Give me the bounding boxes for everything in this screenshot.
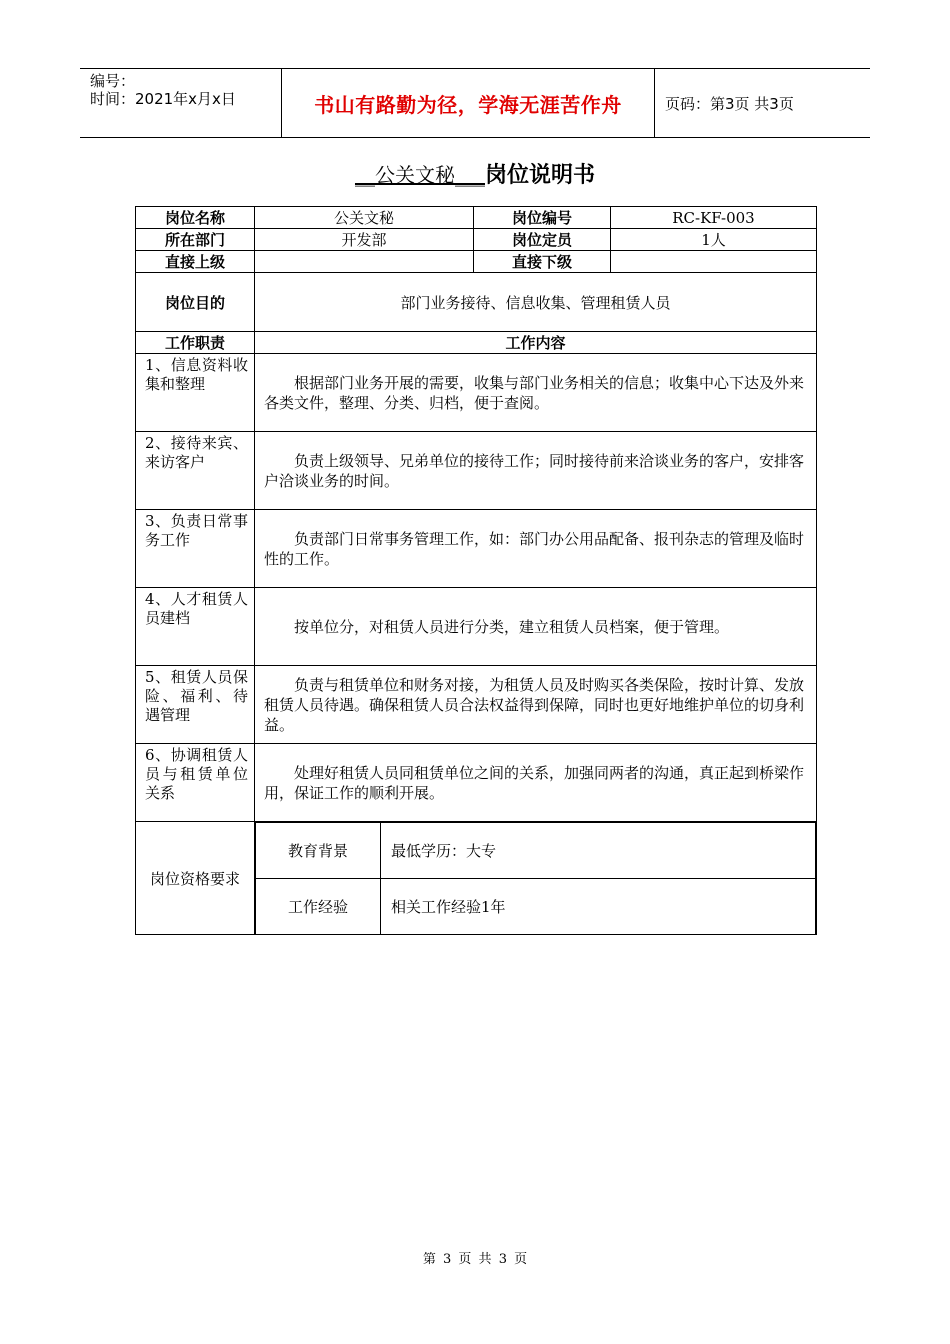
superior-value xyxy=(255,251,474,273)
table-row xyxy=(136,207,817,229)
requirement-key: 教育背景 xyxy=(256,823,381,879)
duty-row xyxy=(136,744,817,822)
duty-title: 5、租赁人员保险、福利、待遇管理 xyxy=(136,666,255,744)
page-footer: 第 3 页 共 3 页 xyxy=(422,1252,528,1267)
table-row xyxy=(136,229,817,251)
job-description-table xyxy=(135,206,817,935)
duty-column-header: 工作职责 xyxy=(136,332,255,354)
requirement-row xyxy=(256,823,816,879)
headcount-value: 1人 xyxy=(611,229,817,251)
table-row xyxy=(136,273,817,332)
position-name-label: 岗位名称 xyxy=(136,207,255,229)
requirement-value: 相关工作经验1年 xyxy=(381,879,816,934)
content-column-header: 工作内容 xyxy=(255,332,817,354)
header-meta xyxy=(90,72,280,108)
duty-title: 6、协调租赁人员与租赁单位关系 xyxy=(136,744,255,822)
duty-row xyxy=(136,588,817,666)
purpose-label: 岗位目的 xyxy=(136,273,255,332)
document-header xyxy=(80,68,870,138)
duty-content: 负责与租赁单位和财务对接，为租赁人员及时购买各类保险，按时计算、发放租赁人员待遇。确保租赁人员合法权益得到保障，同时也更好地维护单位的切身利益。 xyxy=(255,666,817,744)
document-number-label: 编号： xyxy=(90,72,136,90)
requirements-label: 岗位资格要求 xyxy=(136,822,255,935)
requirements-row xyxy=(136,822,817,935)
position-name-value: 公关文秘 xyxy=(255,207,474,229)
table-row xyxy=(136,332,817,354)
duty-content: 按单位分，对租赁人员进行分类，建立租赁人员档案，便于管理。 xyxy=(255,588,817,666)
headcount-label: 岗位定员 xyxy=(474,229,611,251)
header-page-info: 页码：第3页 共3页 xyxy=(665,94,794,113)
duty-content: 处理好租赁人员同租赁单位之间的关系，加强同两者的沟通，真正起到桥梁作用，保证工作的顺利开展。 xyxy=(255,744,817,822)
duty-row xyxy=(136,354,817,432)
title-main: 岗位说明书 xyxy=(484,163,595,188)
department-label: 所在部门 xyxy=(136,229,255,251)
requirements-table xyxy=(255,822,816,934)
requirement-value: 最低学历：大专 xyxy=(381,823,816,879)
duty-title: 2、接待来宾、来访客户 xyxy=(136,432,255,510)
subordinate-label: 直接下级 xyxy=(474,251,611,273)
position-code-label: 岗位编号 xyxy=(474,207,611,229)
requirements-cell xyxy=(255,822,817,935)
document-date: 时间：2021年x月x日 xyxy=(90,90,236,108)
duty-row xyxy=(136,510,817,588)
page-title xyxy=(0,158,950,189)
header-motto-cell xyxy=(281,69,655,137)
table-row xyxy=(136,251,817,273)
duty-content: 负责部门日常事务管理工作，如：部门办公用品配备、报刊杂志的管理及临时性的工作。 xyxy=(255,510,817,588)
duty-title: 4、人才租赁人员建档 xyxy=(136,588,255,666)
department-value: 开发部 xyxy=(255,229,474,251)
title-position: __公关文秘___ xyxy=(354,163,485,187)
duty-row xyxy=(136,666,817,744)
duty-title: 3、负责日常事务工作 xyxy=(136,510,255,588)
requirement-row xyxy=(256,879,816,934)
position-code-value: RC-KF-003 xyxy=(611,207,817,229)
subordinate-value xyxy=(611,251,817,273)
header-motto: 书山有路勤为径，学海无涯苦作舟 xyxy=(314,92,622,117)
duty-content: 根据部门业务开展的需要，收集与部门业务相关的信息；收集中心下达及外来各类文件，整理、分类、归档，便于查阅。 xyxy=(255,354,817,432)
requirement-key: 工作经验 xyxy=(256,879,381,934)
purpose-value: 部门业务接待、信息收集、管理租赁人员 xyxy=(255,273,817,332)
duty-row xyxy=(136,432,817,510)
duty-content: 负责上级领导、兄弟单位的接待工作；同时接待前来洽谈业务的客户，安排客户洽谈业务的时间。 xyxy=(255,432,817,510)
superior-label: 直接上级 xyxy=(136,251,255,273)
duty-title: 1、信息资料收集和整理 xyxy=(136,354,255,432)
